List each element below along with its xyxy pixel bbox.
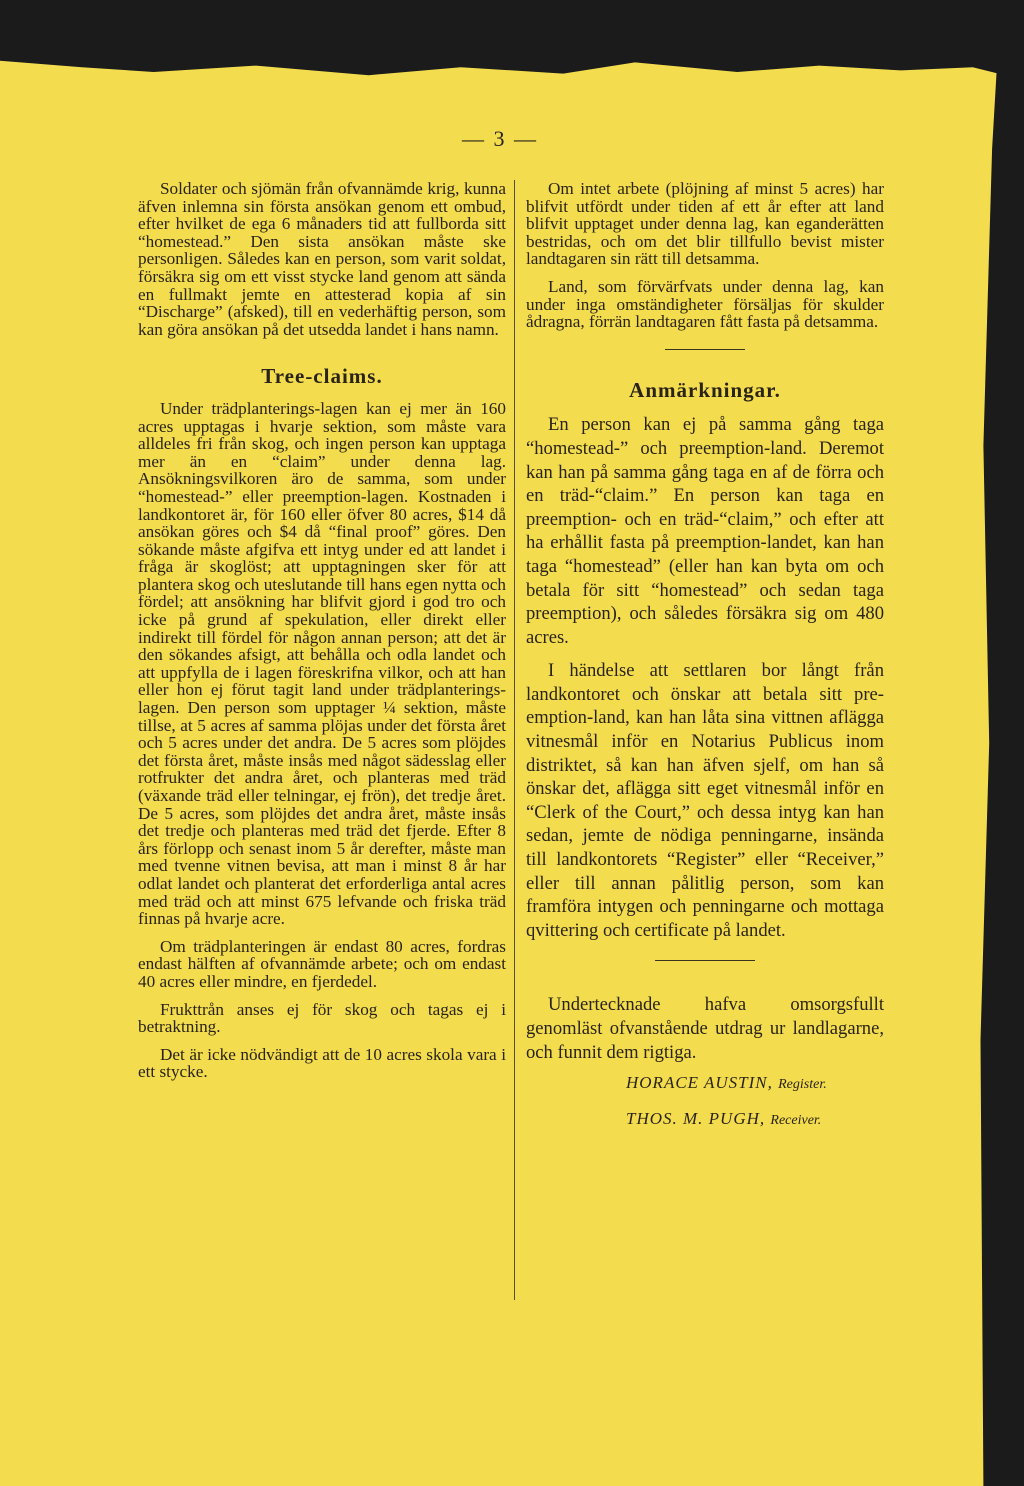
right-paragraph-2: Land, som förvärfvats under denna lag, kan under inga omständigheter försäljas för skulder ådragna, förrän landtagaren fått fasta på detsamma.: [526, 276, 884, 332]
signature-register-role: Register.: [778, 1077, 827, 1093]
page-number: — 3 —: [462, 126, 538, 151]
right-paragraph-1: Om intet arbete (plöjning af minst 5 acres) har blifvit utfördt under tiden af ett år efter att land blifvit upptaget under denna lag, kan eganderätten bestridas, och om det blir tillfullo bevist mister landtagaren sin rätt till detsamma.: [526, 179, 884, 269]
signature-receiver: [526, 1110, 884, 1130]
signature-receiver-role: Receiver.: [770, 1112, 822, 1128]
left-paragraph-4: Frukttrån anses ej för skog och tagas ej i betraktning.: [138, 999, 506, 1037]
signature-register-name: HORACE AUSTIN,: [626, 1073, 773, 1093]
right-paragraph-5: Undertecknade hafva omsorgsfullt genomläst ofvanstående utdrag ur landlagarne, och funnit dem rigtiga.: [526, 994, 884, 1063]
tree-claims-heading: Tree-claims.: [261, 364, 383, 389]
right-column: [514, 180, 884, 1145]
left-paragraph-2: Under trädplanterings-lagen kan ej mer än 160 acres upptagas i hvarje sektion, som måste vara alldeles fri från skog, och ingen person kan upptaga mer än en “claim” under denna lag. Ansökningsvilkoren äro de samma, som under “homestead-” eller preemption-lagen. Kostnaden i landkontoret är, för 160 eller öfver 80 acres, $14 då ansökan göres och $4 då “final proof” göres. Den sökande måste afgifva ett intyg under ed att landet i fråga är skoglöst; att upptagningen sker för att plantera skog och uteslutande till hans egen nytta och fördel; att ansökning har blifvit gjord i god tro och icke på grund af spekulation, eller direkt eller indirekt till fördel för någon annan person; att det är den sökandes afsigt, att behålla och odla landet och att uppfylla de i lagen föreskrifna vilkor, och att han eller hon ej förut tagit land under trädplanterings-lagen. Den person som upptager ¼ sektion, måste tillse, at 5 acres af samma plöjas under det första året och 5 acres under det andra. De 5 acres som plöjdes det första året, måste insås med något sädesslag eller rotfrukter det andra året, och planteras med träd (växande träd eller telningar, ej frön), det tredje året. De 5 acres, som plöjdes det andra året, måste insås det tredje och planteras med träd det fjerde. Efter 8 års förlopp och senast inom 5 år derefter, måste man med tvenne vitnen bevisa, att man i minst 8 år har odlat landet och planterat det erforderliga antal acres med träd och att minst 675 lefvande och friska träd finnas på hvarje acre.: [138, 398, 506, 929]
torn-top-edge: [0, 0, 1024, 80]
left-paragraph-1: Soldater och sjömän från ofvannämde krig, kunna äfven inlemna sin första ansökan genom ett ombud, efter hvilket de ega 6 månaders tid att fullborda sitt “homestead.” Den sista ansökan måste ske personligen. Således kan en person, som varit soldat, försäkra sig om ett visst stycke land genom att sända en fullmakt jemte en attesterad kopia af sin “Discharge” (afsked), till en vederhäftig person, som kan göra ansökan på det utsedda landet i hans namn.: [138, 179, 506, 339]
signature-receiver-name: THOS. M. PUGH,: [626, 1108, 766, 1128]
left-paragraph-3: Om trädplanteringen är endast 80 acres, fordras endast hälften af ofvannämde arbete; och om endast 40 acres eller mindre, en fjerdedel.: [138, 936, 506, 991]
right-paragraph-3: En person kan ej på samma gång taga “homestead-” och preemption-land. Deremot kan han på samma gång taga en af de förra och en träd-“claim.” En person kan taga en preemption- och en träd-“claim,” och efter att ha erhållit fasta på preemption-landet, kan han taga “homestead” (eller han kan byta om och betala för sitt “homestead” och sedan taga preemption), och således försäkra sig om 480 acres.: [526, 414, 884, 648]
signature-register: [526, 1074, 884, 1094]
right-paragraph-4: I händelse att settlaren bor långt från landkontoret och önskar att betala sitt pre-emption-land, kan han låta sina vittnen aflägga vitnesmål inför en Notarius Publicus inom distriktet, så kan han äfven sjelf, om han så önskar det, aflägga sitt eget vitnesmål inför en “Clerk of the Court,” och dessa intyg kan han sedan, jemte de nödiga penningarne, insända till landkontorets “Register” eller “Receiver,” eller till annan pålitlig person, som kan framföra intygen och penningarne och mottaga qvittering och certificate på landet.: [526, 660, 884, 941]
section-rule: [665, 349, 745, 350]
section-rule-2: [655, 960, 755, 961]
left-paragraph-5: Det är icke nödvändigt att de 10 acres skola vara i ett stycke.: [138, 1044, 506, 1082]
anmarkningar-heading: Anmärkningar.: [629, 377, 781, 402]
left-column: [138, 180, 506, 1091]
